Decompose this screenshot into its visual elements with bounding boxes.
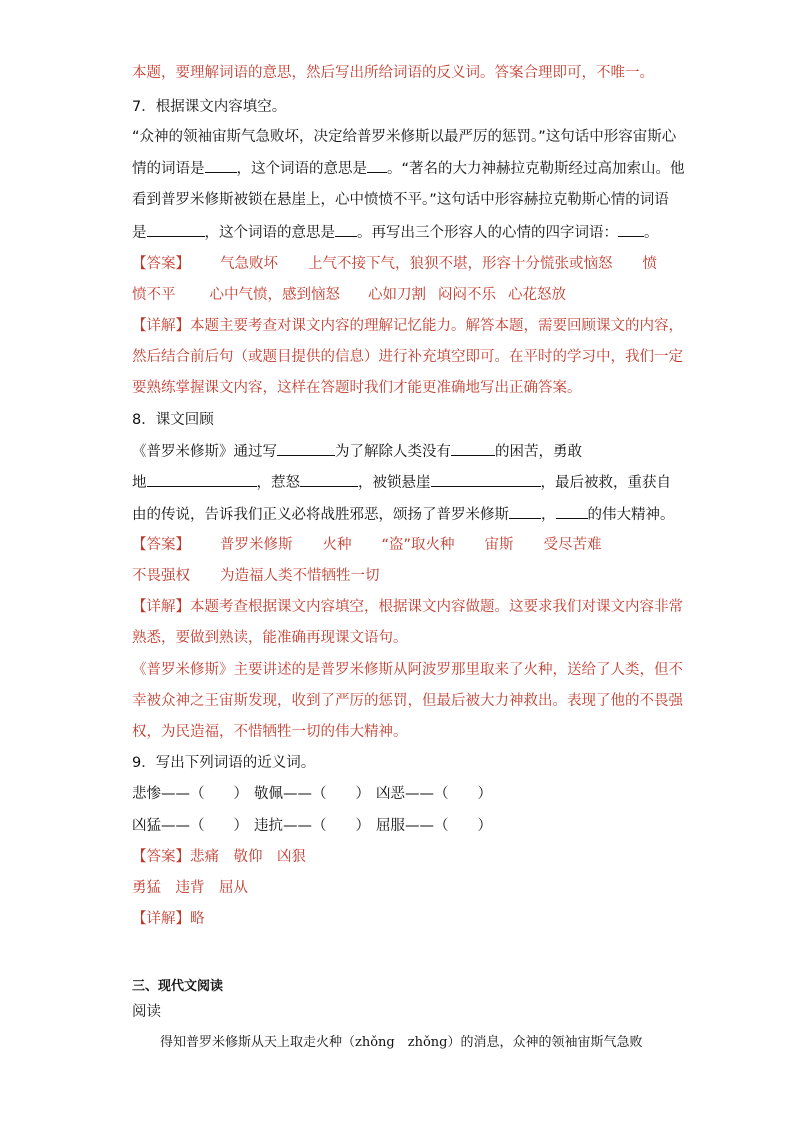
reading-paragraph: 得知普罗米修斯从天上取走火种（zhǒng zhǒng）的消息，众神的领袖宙斯气急败	[160, 1035, 643, 1050]
question-9-title: 9．写出下列词语的近义词。	[132, 755, 316, 771]
question-7-title: 7．根据课文内容填空。	[132, 99, 287, 115]
detail-line: 幸被众神之王宙斯发现，收到了严厉的惩罚，但最后被大力神救出。表现了他的不畏强	[132, 693, 683, 709]
fill-blank[interactable]	[205, 158, 237, 173]
synonym-item: 悲惨——（ ）	[132, 786, 248, 802]
fill-blank[interactable]	[300, 472, 358, 487]
synonym-item: 违抗——（ ）	[254, 818, 370, 834]
text-line: 地 ，惹怒 ，被锁悬崖 ，最后被救，重获自	[132, 472, 671, 493]
synonym-item: 敬佩——（ ）	[254, 786, 370, 802]
fill-blank[interactable]	[431, 472, 541, 487]
fill-blank[interactable]	[618, 222, 644, 237]
fill-blank[interactable]	[147, 472, 257, 487]
answer-line: 不畏强权 为造福人类不惜牺牲一切	[132, 568, 380, 584]
text-line: 是 ，这个词语的意思是 。再写出三个形容人的心情的四字词语： 。	[132, 222, 659, 243]
synonym-item: 凶猛——（ ）	[132, 818, 248, 834]
fill-blank[interactable]	[335, 222, 357, 237]
fill-blank[interactable]	[277, 441, 335, 456]
question-8-title: 8．课文回顾	[132, 412, 214, 428]
fill-blank[interactable]	[147, 222, 205, 237]
detail-line: 《普罗米修斯》主要讲述的是普罗米修斯从阿波罗那里取来了火种，送给了人类，但不	[132, 662, 683, 678]
detail-line: 熟悉，要做到熟读，能准确再现课文语句。	[132, 630, 408, 646]
text-line: 由的传说，告诉我们正义必将战胜邪恶，颂扬了普罗米修斯 ， 的伟大精神。	[132, 504, 675, 525]
text-line: 《普罗米修斯》通过写 为了解除人类没有 的困苦，勇敢	[132, 441, 582, 462]
detail-line: 【详解】本题考查根据课文内容填空，根据课文内容做题。这要求我们对课文内容非常	[132, 599, 683, 615]
fill-blank[interactable]	[556, 504, 588, 519]
answer-line: 【答案】 普罗米修斯 火种 “盗”取火种 宙斯 受尽苦难	[132, 537, 602, 553]
detail-line: 要熟练掌握课文内容，这样在答题时我们才能更准确地写出正确答案。	[132, 380, 582, 396]
detail-line: 然后结合前后句（或题目提供的信息）进行补充填空即可。在平时的学习中，我们一定	[132, 349, 683, 365]
answer-line: 愤不平 心中气愤，感到恼怒 心如刀割 闷闷不乐 心花怒放	[132, 287, 566, 303]
fill-blank[interactable]	[451, 441, 495, 456]
text-line: 本题，要理解词语的意思，然后写出所给词语的反义词。答案合理即可，不唯一。	[132, 65, 654, 81]
synonym-item: 凶恶——（ ）	[376, 786, 492, 802]
text-line	[132, 816, 492, 836]
text-line: 看到普罗米修斯被锁在悬崖上，心中愤愤不平。”这句话中形容赫拉克勒斯心情的词语	[132, 192, 669, 208]
answer-line: 【答案】悲痛 敬仰 凶狠	[132, 849, 306, 865]
detail-line: 【详解】略	[132, 911, 205, 927]
detail-line: 权，为民造福，不惜牺牲一切的伟大精神。	[132, 724, 408, 740]
fill-blank[interactable]	[367, 158, 387, 173]
text-line: 情的词语是 ，这个词语的意思是 。“著名的大力神赫拉克勒斯经过高加索山。他	[132, 158, 685, 179]
answer-line: 【答案】 气急败坏 上气不接下气，狼狈不堪，形容十分慌张或恼怒 愤	[132, 256, 657, 272]
fill-blank[interactable]	[509, 504, 541, 519]
answer-line: 勇猛 违背 屈从	[132, 880, 248, 896]
text-line	[132, 784, 492, 804]
text-line: “众神的领袖宙斯气急败坏，决定给普罗米修斯以最严厉的惩罚。”这句话中形容宙斯心	[132, 129, 677, 145]
section-subheading: 阅读	[132, 1004, 161, 1020]
synonym-item: 屈服——（ ）	[376, 818, 492, 834]
section-heading: 三、现代文阅读	[132, 979, 224, 994]
detail-line: 【详解】本题主要考查对课文内容的理解记忆能力。解答本题，需要回顾课文的内容，	[132, 318, 683, 334]
